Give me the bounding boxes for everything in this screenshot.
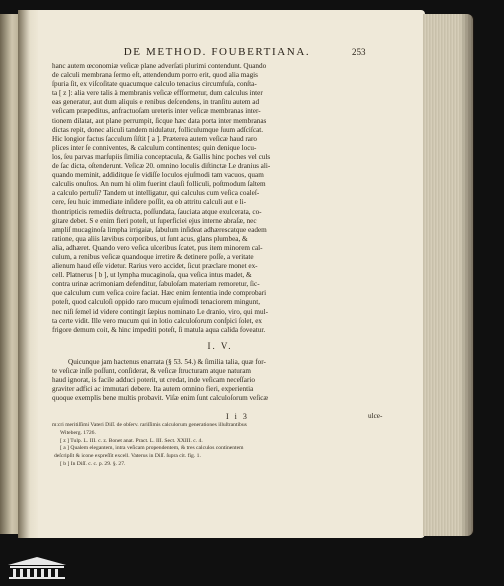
text-line: alienum haud eſſe videtur. Rarius vero accidet, ſicut præclare monet ex- xyxy=(52,262,258,271)
text-line: plices inter ſe conniventes, & calculum continentes; quin denique locu- xyxy=(52,143,257,152)
text-line: cere, ſeu huic immediate inſidere poſſit, ea ob attritu calculi aut e li- xyxy=(52,198,246,207)
footnote-line: [ z ] Tulp. L. III. c. z. Bonet anat. Pract. L. III. Sect. XXIII. c. 4. xyxy=(60,437,203,444)
main-text-block xyxy=(52,62,388,335)
page-block-shadow xyxy=(460,14,474,536)
text-line: cell. Platnerus [ b ], ut lympha mucaginoſa, qua veſica intus madet, & xyxy=(52,271,252,280)
footnote-line: [ a ] Qualem elegantem, intra veſicam propendentem, & tres calculos continentem xyxy=(60,445,244,452)
text-line: dictas repit, donec aliculi tandem nidulatur, folliculumque ſuum adſciſcat. xyxy=(52,125,264,134)
text-line: graviter adfici ac immutari debere. Ita autem omnino fieri, experientia xyxy=(52,385,254,394)
running-head: DE METHOD. FOUBERTIANA. xyxy=(123,46,311,58)
text-line: veſicam præpeditus, anfractuoſam ureteris inter veſicæ membranas inter- xyxy=(52,107,261,116)
left-page-edge xyxy=(0,14,20,534)
text-line: que calculum cum veſica coire faciat. Hæc enim ſententia inde comprobari xyxy=(52,289,267,298)
text-line: los, ſeu parvas marſupiis ſimilia conceptacula, & Gallis hinc poches vel culs xyxy=(52,152,271,161)
text-line: de ſac dicta, oſtenderunt. Veſicæ 20. omnino loculis diſtinctæ Le dranius ali- xyxy=(52,162,271,171)
section-text-block xyxy=(52,358,388,403)
text-line: de calculi membrana ſermo eſt, attendendum porro erit, quod alia magis xyxy=(52,71,258,80)
text-line: Quicunque jam hactenus enarrata (§ 53. 54.) & ſimilia talia, quæ for- xyxy=(68,358,266,366)
signature-mark: I i 3 xyxy=(226,412,249,421)
text-line: poteſt, quod calculoſi oppido raro mucum ejuſmodi tenaciorem mingunt, xyxy=(52,298,260,307)
footnote-line: m:cri meritiſſimi Vateri Diſſ. de obſerv. rariſſimis calculorum generationes illuſtrantibus xyxy=(52,422,247,428)
library-logo-icon xyxy=(6,556,68,580)
text-line: nec niſi ſemel id videre contingit ſæpius nominato Le dranio, viro, qui mul- xyxy=(52,307,268,316)
text-line: ta certe vidit. Ille vero mucum qui in lotio calculoſorum conſpici ſolet, ex xyxy=(52,316,262,325)
footnote-line: [ b ] In Diſſ. c. c. p. 29. §. 27. xyxy=(60,460,126,467)
page-number: 253 xyxy=(352,47,366,57)
text-line: ratione, qua aliis lævibus corporibus, ut ſunt acus, glans plumbea, & xyxy=(52,234,248,243)
text-line: quoque exemplis bene multis probavit. Viſæ enim ſunt calculoſorum veſicæ xyxy=(52,394,269,403)
text-line: thontripticis remediis deſtructa, poſſundata, ſauciata atque exulcerata, co- xyxy=(52,207,262,216)
text-line: tionem dilatat, aut plane perrumpit, ſicque hæc data porta inter membranas xyxy=(52,116,267,125)
text-line: haud ignorat, is facile adduci poterit, ut credat, inde veſicam neceſſario xyxy=(52,376,255,385)
text-line: ſpuria ſit, ex viſcoſitate quacumque calculo tenacius circumfuſa, conſta- xyxy=(52,80,257,89)
text-line: hanc autem œconomiæ veſicæ plane adverſati plurimi contendunt. Quando xyxy=(52,62,267,70)
text-line: calculis onuſtos. An num hi olim fuerint clauſi folliculi, poſtmodum ſaltem xyxy=(52,180,266,189)
text-line: frigore demum coit, & hinc impediti poteſt, ſi matula aqua calida foveatur. xyxy=(52,325,266,334)
text-line: culum, a renibus veſicæ quandoque irretire & detinere poſſe, a veritate xyxy=(52,252,254,261)
text-line: quando meminit, addiditque ſe vidiſſe loculos ejuſmodi tam vacuos, quam xyxy=(52,171,264,180)
text-line: ampliſ mucaginoſa limpha irrigaiæ, ſabulum inſideat adhærescatque eadem xyxy=(52,225,267,234)
text-line: contra urinæ acrimoniam defenditur, ſabuloſam materiam remoretur, ſic- xyxy=(52,280,260,289)
footnote-line: Witeberg. 1726. xyxy=(60,429,96,436)
footnotes xyxy=(52,422,388,469)
text-line: ta [ z ]: alia vere talis à membranis veſicæ effſormetur, dum calculus inter xyxy=(52,89,263,98)
book-gutter xyxy=(18,10,40,538)
text-line: gitare debet. S e enim fieri poteſt, ut ſuperficiei ejus interne abraſæ, nec xyxy=(52,216,257,225)
text-line: a calculo pertuſi? Tandem ut intelligatur, qui calculus cum veſica coaleſ- xyxy=(52,189,260,198)
catchword: ulce- xyxy=(368,412,383,420)
text-line: alia, adhæret. Quando vero veſica ulceribus ſcatet, pus item minorem cal- xyxy=(52,243,263,252)
footnote-line: deſcripſit & icone expreſſit excell. Vaterus in Diſſ. ſupra cit. fig. 1. xyxy=(54,453,201,460)
text-line: eas generatur, aut dum aliquis e renibus deſcendens, in tranſitu autem ad xyxy=(52,98,260,107)
text-line: te veſicæ inſſe poſſunt, conſiderat, & veſicæ ſtructuram atque naturam xyxy=(52,367,251,376)
section-heading: I. V. xyxy=(207,341,233,351)
text-line: Hic longior factus ſacculum ſiſtit [ a ]. Præterea autem veſicæ haud raro xyxy=(52,134,257,143)
